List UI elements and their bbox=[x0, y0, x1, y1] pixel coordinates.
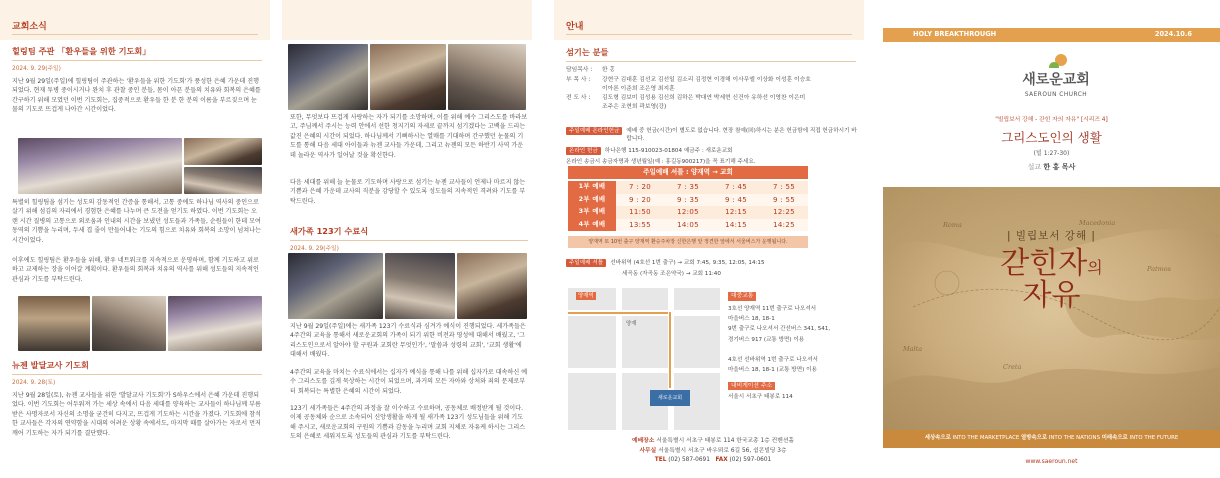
worship-note: 양재역 또 10번 출구 양재역 환승주차장 신한은행 앞 정견한 앞에서 서울버스가 운행됩니다. bbox=[568, 236, 808, 248]
cover-main-title bbox=[883, 245, 1220, 281]
directions-line: 9번 출구로 나오셔서 간선버스 341, 541, bbox=[728, 326, 831, 333]
account-text: 하나은행 115-910023-01804 예금주 : 새로운교회 bbox=[604, 147, 733, 154]
servant-names: 김도형 김보미 김성용 김신희 김하은 박대연 박세현 신건아 유하선 이영찬 이은미 bbox=[602, 95, 806, 102]
map-road bbox=[568, 368, 720, 373]
table-row bbox=[568, 206, 808, 219]
online-offering-line bbox=[566, 127, 858, 144]
issue-date: 2024.10.6 bbox=[1154, 30, 1192, 38]
map-label: 양재 bbox=[626, 321, 637, 327]
time-cell: 14:05 bbox=[664, 219, 712, 232]
photo-prayer-2 bbox=[184, 138, 262, 165]
photo-graduation-3 bbox=[457, 253, 527, 319]
directions-line: 경기버스 917 (교통 방면) 이용 bbox=[728, 336, 805, 343]
time-cell: 7 : 20 bbox=[616, 181, 664, 194]
servant-names: 강현구 김대훈 김선교 김선일 김소리 김정현 이경해 이사무엘 이상화 이성훈 이승호 bbox=[602, 76, 811, 83]
article-title: 힐링팀 주관 「환우들을 위한 기도회」 bbox=[12, 46, 151, 56]
motto-en: INTO THE FUTURE bbox=[1129, 435, 1179, 441]
map-route bbox=[568, 312, 668, 314]
panel-top-band bbox=[282, 0, 532, 40]
map-word: Patmos bbox=[1147, 265, 1171, 273]
time-cell: 7 : 45 bbox=[712, 181, 760, 194]
sermon-scripture: (빌 1:27-30) bbox=[1033, 150, 1070, 158]
directions-line: 4호선 선바위역 1번 출구로 나오셔서 bbox=[728, 357, 818, 364]
preacher-name: 한 홍 목사 bbox=[1043, 163, 1076, 172]
contact-line bbox=[568, 447, 858, 457]
shuttle-tag: 주일예배 셔틀 bbox=[566, 259, 606, 267]
article-body-3: 123기 세가족들은 4주간의 과정을 잘 이수하고 수료하며, 공동체로 배정받게 될 것이다. 이제 공동체와 순으로 소속되어 신앙생활을 하게 될 새가족 123기 성도님들을 위해 기도해 주시고, 새로운교회의 구원의 기쁨과 감동을 누리며 교회 지체로 자유케 하시는 그리스도의 은혜로 세워지도록 성도들의 관심과 기도를 부탁드린다. bbox=[290, 405, 526, 441]
directions-line: 마을버스 18, 18-1 bbox=[728, 316, 775, 323]
servants-block bbox=[566, 46, 856, 113]
directions-line: 3호선 양재역 11번 출구로 나오셔서 bbox=[728, 305, 817, 312]
info-panel bbox=[554, 0, 864, 478]
cover-map-art bbox=[883, 187, 1220, 430]
article-date: 2024. 9. 28(토) bbox=[12, 380, 56, 387]
servant-row bbox=[566, 66, 856, 75]
directions-title-nav: 내비게이션 주소 bbox=[728, 382, 775, 391]
servants-title: 섬기는 분들 bbox=[566, 47, 609, 57]
time-cell: 13:55 bbox=[616, 219, 664, 232]
tel-number: (02) 587-0691 bbox=[668, 457, 710, 464]
motto-en: INTO THE NATIONS bbox=[1048, 435, 1100, 441]
cover-word: 자 bbox=[1058, 245, 1088, 281]
service-label: 3부 예배 bbox=[568, 206, 616, 219]
brand-theme: HOLY BREAKTHROUGH bbox=[913, 30, 997, 38]
article-divider bbox=[12, 60, 262, 61]
time-cell: 9 : 45 bbox=[712, 194, 760, 207]
article-body-3: 이후에도 힐링팀은 환우들을 위해, 환우 네트워크를 지속적으로 운영하며, 함께 기도하고 위로하고 교제하는 장을 이어갈 계획이다. 환우들의 회복과 치유의 역사를 위해 성도들의 지속적인 관심과 기도를 부탁드린다. bbox=[12, 257, 259, 283]
time-cell: 7 : 35 bbox=[664, 181, 712, 194]
church-logo bbox=[1001, 52, 1111, 100]
cover-title bbox=[883, 229, 1220, 311]
servant-names: 이아론 이준희 조은영 최지훈 bbox=[602, 85, 675, 92]
servant-row bbox=[566, 85, 856, 94]
article-body-continued: 또한, 무엇보다 뜨겁게 사랑하는 자가 되기를 소망하며, 이를 위해 예수 그리스도를 바라보고, 주님께서 주시는 능력 안에서 선한 청지기의 자세로 끝까지 섬기겠다는 고백을 드리는 값진 은혜의 시간이 되었다. 하나님께서 기뻐하시는 열매를 기대하며 간구했던 눈물의 기도를 통해 다음 세대 아이들과 뉴젠 교사들 가운데, 그리고 뉴젠의 모든 하반기 사역 가운데 놀라운 역사가 일어날 것을 확신한다. bbox=[290, 114, 528, 159]
account-line bbox=[566, 147, 858, 155]
directions-title-transit: 대중교통 bbox=[728, 292, 756, 301]
brand-bar bbox=[883, 28, 1220, 42]
service-label: 4부 예배 bbox=[568, 219, 616, 232]
servant-role: 담임목사 : bbox=[566, 67, 593, 74]
contact-line bbox=[568, 437, 858, 447]
contact-address: 서울특별시 서초구 태봉로 114 한국교총 1층 컨벤션홀 bbox=[656, 438, 795, 444]
cover-word: 의 bbox=[1087, 257, 1103, 277]
table-row bbox=[568, 194, 808, 207]
servant-role: 전 도 사 : bbox=[566, 95, 591, 102]
time-cell: 7 : 55 bbox=[760, 181, 808, 194]
contact-line bbox=[568, 456, 858, 466]
time-cell: 9 : 20 bbox=[616, 194, 664, 207]
article-divider bbox=[12, 374, 262, 375]
article-date: 2024. 9. 29(주일) bbox=[290, 246, 339, 253]
fax-label: FAX bbox=[715, 457, 728, 464]
motto-ko: 열방속으로 bbox=[1021, 435, 1048, 441]
map-route bbox=[669, 312, 671, 388]
article-body: 지난 9월 29일(주일)에는 새가족 123기 수료식과 심겨가 예식이 진행되었다. 세가족들은 4주간의 교육을 통해서 새로운교회의 가족이 되기 위한 비전과 영성에 대해서 배웠고, '그리스도인으로서 알아야 할 구원과 교회란 무엇인가', '말씀과 성령의 교회', '교회 생활'에 대해서 배웠다. bbox=[290, 323, 526, 359]
servant-role: 부 목 사 : bbox=[566, 76, 591, 83]
article-body: 지난 9월 28일(토), 뉴젠 교사들을 위한 '발달교사 기도회'가 S하우스에서 은혜 가운데 진행되었다. 이번 기도회는 어두워져 가는 세상 속에서 다음 세대를 양육하는 교사들이 하나님께 부름받은 사명자로서 자신의 소명을 굳건히 다지고, 뜨겁게 기도하는 시간을 가졌다. 기도회에 참석한 교사들은 각자의 연약함을 시대의 어려운 상황 속에서도, 마지막 때를 살아가는 자로서 먼저 깨어 기도하는 자가 되기를 결단했다. bbox=[12, 391, 261, 437]
shuttle-block bbox=[566, 256, 858, 279]
sermon-title: 그리스도인의 생활 bbox=[1001, 129, 1102, 145]
article-divider bbox=[290, 240, 528, 241]
time-cell: 12:25 bbox=[760, 206, 808, 219]
article-title: 새가족 123기 수료식 bbox=[290, 226, 369, 236]
photo-prayer-group bbox=[18, 138, 182, 194]
shuttle-line bbox=[566, 259, 858, 267]
map-word: Malta bbox=[903, 345, 923, 353]
church-name: 새로운교회 bbox=[1022, 72, 1090, 88]
service-label: 2부 예배 bbox=[568, 194, 616, 207]
worship-schedule-table bbox=[568, 181, 808, 231]
servants-divider bbox=[566, 61, 856, 62]
shuttle-route-1: 선바위역 (4호선 1번 출구) → 교회 7:45, 9:35, 12:05, 14:15 bbox=[610, 260, 765, 266]
section-divider bbox=[566, 34, 852, 35]
cover-subtitle: | 빌립보서 강해 | bbox=[1007, 230, 1096, 242]
cover-subtitle-text: 빌립보서 강해 bbox=[1015, 230, 1088, 242]
article-date: 2024. 9. 29(주일) bbox=[12, 66, 61, 73]
cover-panel bbox=[883, 0, 1220, 478]
worship-table-title: 주일예배 셔틀 : 양재역 → 교회 bbox=[568, 166, 808, 179]
time-cell: 11:50 bbox=[616, 206, 664, 219]
map-landmass bbox=[883, 367, 1220, 430]
article-new-family bbox=[290, 225, 528, 254]
online-offering-text: 예배 중 헌금(시간)이 별도로 없습니다. 현장 참예(回)하시는 분은 헌금함에 직접 헌금하시기 바랍니다. bbox=[626, 128, 857, 143]
section-label-info: 안내 bbox=[566, 22, 584, 32]
shuttle-route-2: 세곡동 (자곡동 조은약국) → 교회 11:40 bbox=[622, 271, 721, 278]
cover-word: 갇힌 bbox=[1000, 245, 1059, 281]
article-body: 지난 9월 29일(주일)에 힐링팀이 주관하는 '환우들을 위한 기도회'가 풍성한 은혜 가운데 진행되었다. 현재 투병 중이시거나 완치 후 관찰 중인 분들, 몸이 아픈 분들의 치유와 회복의 은혜를 간구하기 위해 모였던 이번 기도회는, 집중적으로 환우들 한 분 한 분의 이름을 부르짖으며 눈물의 기도로 뜨겁게 나아간 시간이었다. bbox=[12, 77, 261, 114]
article-body-2: 특별히 힐링팀을 섬기는 성도의 감동적인 간증을 통해서, 고통 중에도 하나님 역사의 중인으로 살기 위해 섬김의 자리에서 경험한 은혜를 나누며 큰 도전을 얻기도 하였다. 이번 기도회는 오랜 시간 질병의 고통으로 외로움과 인내의 시간을 보냈던 성도들과 가족들, 순원들이 한데 모여 동역의 기쁨을 누리며, 두세 겹 줄이 만들어내는 기도의 힘으로 치유와 회복의 소망이 넘쳐나는 시간이었다. bbox=[12, 199, 261, 244]
table-row bbox=[568, 181, 808, 194]
time-cell: 9 : 35 bbox=[664, 194, 712, 207]
servant-names: 한 홍 bbox=[602, 67, 616, 74]
table-row bbox=[568, 219, 808, 232]
photo-prayer-3 bbox=[184, 167, 262, 194]
section-label-news: 교회소식 bbox=[12, 22, 47, 32]
offering-block bbox=[566, 124, 858, 167]
photo-teachers-2 bbox=[370, 44, 446, 110]
contact-label: 사무실 bbox=[639, 447, 657, 454]
map-church-marker: 새로운교회 bbox=[650, 390, 690, 406]
website-link[interactable]: www.saeroun.net bbox=[1025, 458, 1078, 465]
church-contact bbox=[568, 437, 858, 466]
tel-label: TEL bbox=[654, 457, 667, 464]
news-panel-right bbox=[282, 0, 532, 478]
photo-graduation-2 bbox=[385, 253, 455, 319]
time-cell: 9 : 55 bbox=[760, 194, 808, 207]
cover-word: 자유 bbox=[1022, 277, 1081, 313]
servant-role bbox=[566, 85, 602, 94]
online-offering-tag: 주일예배 온라인헌금 bbox=[566, 127, 622, 135]
sermon-series: "빌립보서 강해 - 갇힌 자의 자유" [시리즈 4] bbox=[995, 117, 1108, 123]
article-healing-prayer bbox=[12, 45, 262, 135]
motto-line bbox=[883, 434, 1220, 442]
photo-teachers-1 bbox=[288, 44, 368, 110]
article-teacher-prayer bbox=[12, 359, 262, 459]
time-cell: 14:15 bbox=[712, 219, 760, 232]
motto-ko: 세상속으로 bbox=[924, 435, 951, 441]
article-title: 뉴젠 발달교사 기도회 bbox=[12, 360, 89, 370]
photo-teachers-3 bbox=[448, 44, 526, 110]
servant-row bbox=[566, 76, 856, 85]
servant-role bbox=[566, 103, 602, 112]
sermon-preacher bbox=[883, 162, 1220, 173]
servant-names: 조주은 조현희 곽보영(강) bbox=[602, 104, 667, 111]
map-label: 양재역 bbox=[578, 293, 594, 299]
motto-bar bbox=[883, 430, 1220, 448]
section-divider bbox=[12, 34, 258, 35]
photo-healing-2 bbox=[92, 296, 166, 351]
directions-transit bbox=[728, 304, 858, 376]
time-cell: 12:05 bbox=[664, 206, 712, 219]
motto-ko: 미래속으로 bbox=[1101, 435, 1128, 441]
servant-row bbox=[566, 103, 856, 112]
fax-number: (02) 597-0601 bbox=[729, 457, 772, 464]
nav-address: 서울시 서초구 태봉로 114 bbox=[728, 394, 793, 401]
article-body-2: 4주간의 교육을 마치는 수료식에서는 십자가 예식을 통해 나를 위해 십자가로 대속하신 예수 그리스도를 깊게 묵상하는 시간이 되었으며, 과거의 모든 자아와 상처와 죄의 문제로부터 회복되는 특별한 은혜의 시간이 되었다. bbox=[290, 369, 528, 395]
servant-row bbox=[566, 94, 856, 103]
directions-block bbox=[728, 291, 858, 402]
contact-label: 예배장소 bbox=[631, 438, 655, 444]
news-panel-left bbox=[0, 0, 270, 478]
account-tag: 온라인 헌금 bbox=[566, 147, 601, 155]
church-name-en: SAEROUN CHURCH bbox=[1024, 92, 1088, 98]
directions-spacer bbox=[728, 345, 858, 355]
photo-healing-1 bbox=[18, 296, 90, 351]
preacher-label: 설교 bbox=[1027, 163, 1042, 172]
sermon-info bbox=[883, 116, 1220, 173]
account-note: 온라인 송금시 송금자명과 생년월일(예 : 홍길동900217)을 꼭 표기해 주세요. bbox=[566, 159, 756, 166]
directions-line: 마을버스 18, 18-1 (교통 방면) 이용 bbox=[728, 367, 817, 374]
map-word: Creta bbox=[1003, 363, 1022, 371]
motto-en: INTO THE MARKETPLACE bbox=[952, 435, 1020, 441]
location-map[interactable] bbox=[568, 288, 720, 430]
article-body-continued-2: 다음 세대를 위해 늘 눈물로 기도하며 사랑으로 섬기는 뉴젠 교사들이 언제나 마르지 않는 기쁨과 은혜 가운데 교사의 직분을 감당할 수 있도록 성도들의 지속적인 격려와 기도를 부탁드린다. bbox=[290, 179, 526, 205]
logo-mark bbox=[1001, 52, 1111, 70]
time-cell: 14:25 bbox=[760, 219, 808, 232]
photo-graduation-1 bbox=[288, 253, 383, 319]
map-road bbox=[616, 288, 622, 430]
contact-address: 서울특별시 서초구 바우뫼로 6길 56, 쉼콘빌딩 3층 bbox=[658, 447, 787, 454]
photo-healing-3 bbox=[168, 296, 262, 351]
time-cell: 12:15 bbox=[712, 206, 760, 219]
map-word: Roma bbox=[943, 221, 962, 229]
map-word: Macedonia bbox=[1079, 219, 1116, 227]
service-label: 1부 예배 bbox=[568, 181, 616, 194]
logo-leaf-icon bbox=[1049, 62, 1059, 68]
